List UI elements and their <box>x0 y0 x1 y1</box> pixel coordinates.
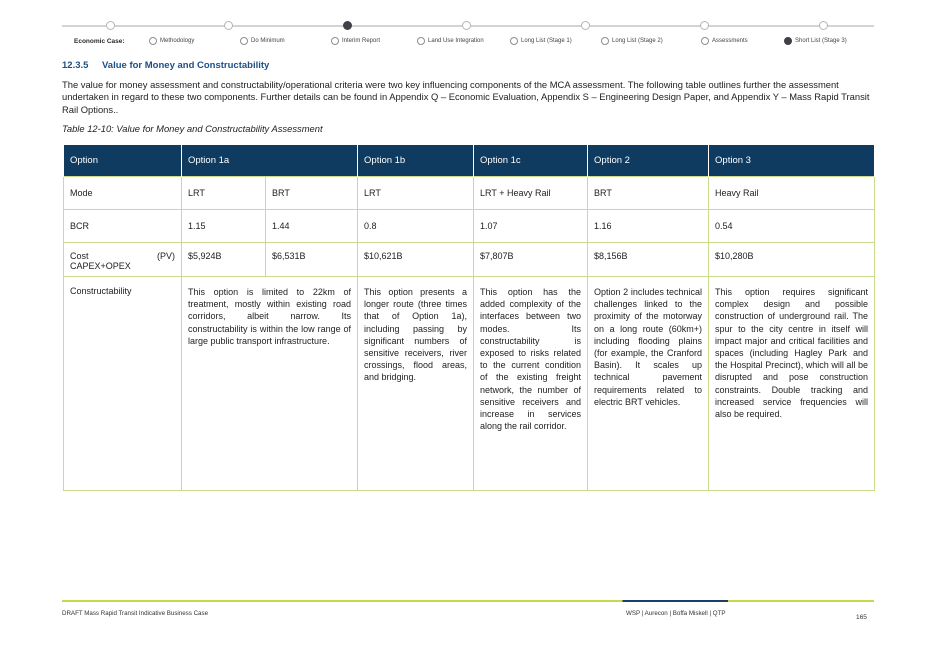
cost-pv-label: (PV) <box>157 251 175 261</box>
section-heading <box>62 60 269 71</box>
row-label: BCR <box>64 210 182 243</box>
step-label: Interim Report <box>342 38 381 44</box>
table-row-bcr <box>64 210 875 243</box>
step-label: Land Use Integration <box>428 38 484 44</box>
header-option-1a: Option 1a <box>182 145 358 177</box>
step-label: Long List (Stage 2) <box>612 38 663 44</box>
stepper-node-2[interactable] <box>224 21 233 30</box>
cell: 0.8 <box>358 210 474 243</box>
stepper-node-1[interactable] <box>106 21 115 30</box>
cell: BRT <box>588 177 709 210</box>
footer-partners: WSP | Aurecon | Boffa Miskell | QTP <box>626 610 726 617</box>
header-option-1c: Option 1c <box>474 145 588 177</box>
table-row-cost <box>64 243 875 277</box>
cell: $10,621B <box>358 243 474 277</box>
radio-selected-icon <box>784 37 792 45</box>
cell: LRT + Heavy Rail <box>474 177 588 210</box>
section-number: 12.3.5 <box>62 60 89 71</box>
cell: 1.44 <box>266 210 358 243</box>
radio-icon <box>331 37 339 45</box>
cell: $8,156B <box>588 243 709 277</box>
cell: 1.16 <box>588 210 709 243</box>
table-row-mode <box>64 177 875 210</box>
step-interim-report[interactable] <box>331 37 380 45</box>
row-label: Mode <box>64 177 182 210</box>
cell: LRT <box>182 177 266 210</box>
cell: This option requires significant complex design and possible construction of underground rail. The spur to the city centre in itself will impact major and critical facilities and spaces (including Hagley Park and the Hospital Precinct), which will all be disrupted and pose construction constraints. Double tracking and increased service frequencies will also be required. <box>709 277 875 491</box>
section-title: Value for Money and Constructability <box>102 60 270 71</box>
radio-icon <box>240 37 248 45</box>
table-header-row <box>64 145 875 177</box>
stepper-node-3[interactable] <box>343 21 352 30</box>
cell: $10,280B <box>709 243 875 277</box>
cell: 1.15 <box>182 210 266 243</box>
step-label: Long List (Stage 1) <box>521 38 572 44</box>
step-label: Short List (Stage 3) <box>795 38 847 44</box>
cell: $6,531B <box>266 243 358 277</box>
stepper-node-5[interactable] <box>581 21 590 30</box>
page-number: 165 <box>856 614 867 621</box>
cell: Heavy Rail <box>709 177 875 210</box>
radio-icon <box>601 37 609 45</box>
header-option-3: Option 3 <box>709 145 875 177</box>
stepper-node-7[interactable] <box>819 21 828 30</box>
step-short-list-stage-3[interactable] <box>784 37 847 45</box>
stepper-node-6[interactable] <box>700 21 709 30</box>
cell: 0.54 <box>709 210 875 243</box>
header-option-2: Option 2 <box>588 145 709 177</box>
cell: LRT <box>358 177 474 210</box>
step-long-list-stage-1[interactable] <box>510 37 572 45</box>
table-row-constructability <box>64 277 875 491</box>
radio-icon <box>510 37 518 45</box>
cost-capex-label: CAPEX+OPEX <box>70 261 131 271</box>
radio-icon <box>149 37 157 45</box>
step-label: Do Minimum <box>251 38 285 44</box>
intro-paragraph: The value for money assessment and constructability/operational criteria were two key influencing components of the MCA assessment. The following table outlines further the assessment undertaken in regard to these two components. Further details can be found in Appendix Q – Economic Evaluation, Appendix S – Engineering Design Paper, and Appendix Y – Mass Rapid Transit Rail Options.. <box>62 79 870 115</box>
cost-label: Cost <box>70 251 89 261</box>
stepper-node-4[interactable] <box>462 21 471 30</box>
row-label: Constructability <box>64 277 182 491</box>
radio-icon <box>701 37 709 45</box>
step-methodology[interactable] <box>149 37 194 45</box>
step-label: Assessments <box>712 38 748 44</box>
cell: This option is limited to 22km of treatment, mostly within existing road corridors, albeit narrow. Its constructability is within the low range of large public transport infrastructure. <box>182 277 358 491</box>
cell: Option 2 includes technical challenges linked to the proximity of the motorway on a long route (60km+) including flooding plains (for example, the Cranford Basin). It scales up technical pavement requirements related to electric BRT vehicles. <box>588 277 709 491</box>
cell: 1.07 <box>474 210 588 243</box>
footer-document-title: DRAFT Mass Rapid Transit Indicative Business Case <box>62 610 209 617</box>
radio-icon <box>417 37 425 45</box>
footer-divider <box>62 600 874 602</box>
row-label <box>64 243 182 277</box>
step-land-use-integration[interactable] <box>417 37 484 45</box>
header-option-1b: Option 1b <box>358 145 474 177</box>
stepper-labels <box>62 37 892 51</box>
step-do-minimum[interactable] <box>240 37 285 45</box>
cell: $7,807B <box>474 243 588 277</box>
cell: BRT <box>266 177 358 210</box>
cell: $5,924B <box>182 243 266 277</box>
header-option: Option <box>64 145 182 177</box>
economic-case-label: Economic Case: <box>74 38 125 45</box>
step-assessments[interactable] <box>701 37 748 45</box>
value-constructability-table <box>63 144 875 491</box>
step-long-list-stage-2[interactable] <box>601 37 663 45</box>
cell: This option has the added complexity of the interfaces between two modes. Its constructability is exposed to risks related to the current condition of the existing freight network, the number of sensitive receivers and increase in services along the rail corridor. <box>474 277 588 491</box>
cell: This option presents a longer route (three times that of Option 1a), including passing by significant numbers of sensitive receivers, river crossings, flood areas, and bridging. <box>358 277 474 491</box>
step-label: Methodology <box>160 38 195 44</box>
table-caption: Table 12-10: Value for Money and Constructability Assessment <box>62 123 323 134</box>
